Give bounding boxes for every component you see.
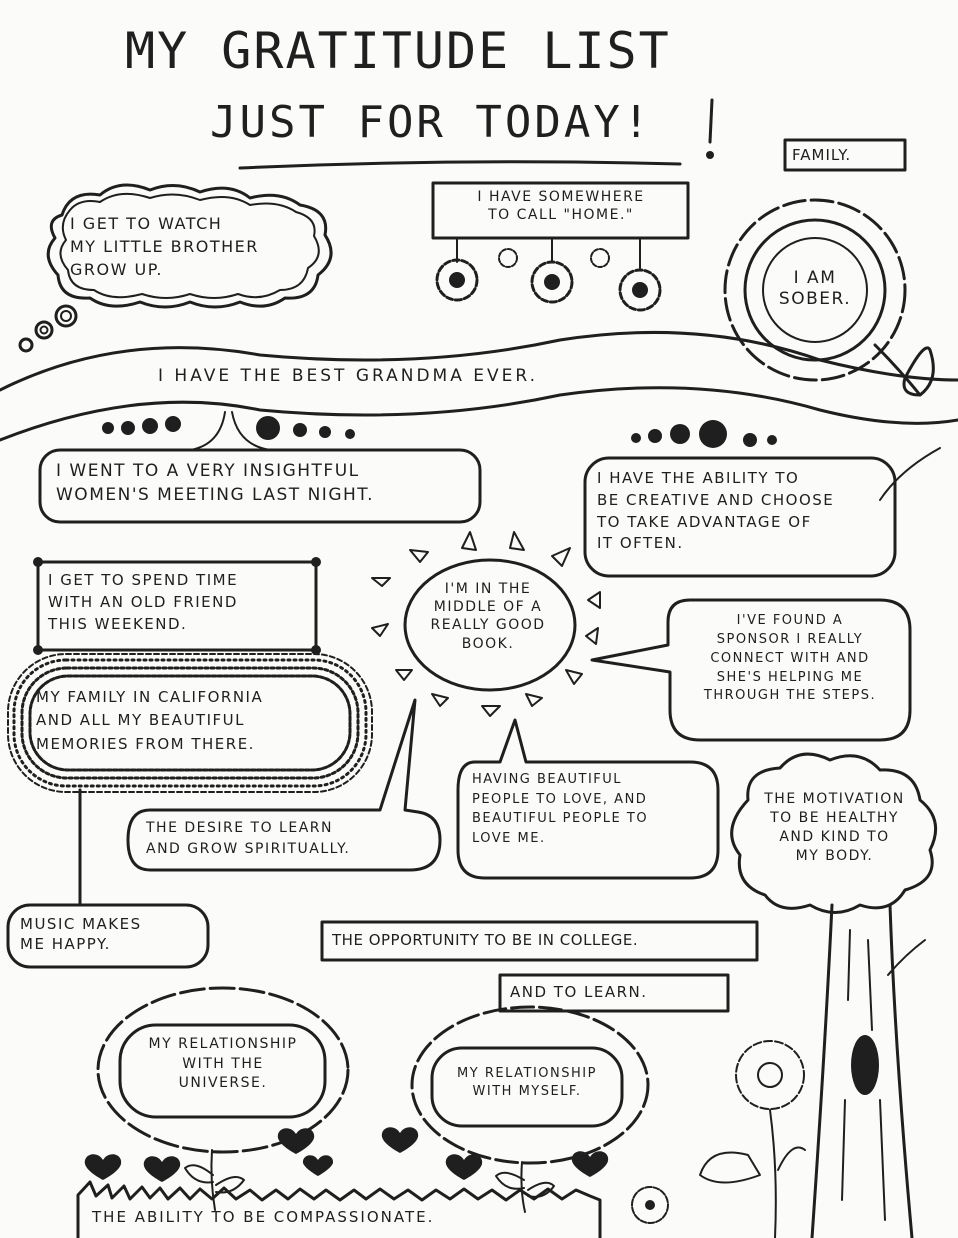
music-text: MUSIC MAKES ME HAPPY. xyxy=(20,915,142,954)
exclamation-stroke xyxy=(710,100,712,142)
hanging-flower-right xyxy=(620,270,660,310)
home-text: I HAVE SOMEWHERE TO CALL "HOME." xyxy=(477,189,645,223)
daisy-flower-icon xyxy=(632,1041,805,1238)
thought-bubble-large xyxy=(56,306,76,326)
family-label: FAMILY. xyxy=(792,146,852,164)
universe-flower xyxy=(98,988,348,1210)
hanging-flower-middle xyxy=(532,262,572,302)
hanging-flower-left xyxy=(437,260,477,300)
heart-icon xyxy=(382,1127,418,1153)
sponsor-text: I'VE FOUND A SPONSOR I REALLY CONNECT WITH AND SHE'S HELPING ME THROUGH THE STEPS. xyxy=(703,613,877,704)
sober-text: I AM SOBER. xyxy=(778,268,852,310)
page-title-line-1: MY GRATITUDE LIST xyxy=(125,22,671,80)
meeting-text: I WENT TO A VERY INSIGHTFUL WOMEN'S MEETING LAST NIGHT. xyxy=(56,461,375,505)
exclamation-dot xyxy=(706,151,714,159)
dot xyxy=(102,422,114,434)
ribbon-bottom xyxy=(0,388,958,440)
leaf-icon xyxy=(904,348,933,395)
motivation-text: THE MOTIVATION TO BE HEALTHY AND KIND TO MY BODY. xyxy=(764,791,905,864)
thought-bubble-small xyxy=(20,339,32,351)
spiritual-text: THE DESIRE TO LEARN AND GROW SPIRITUALLY. xyxy=(146,820,351,857)
heart-icon xyxy=(446,1154,482,1180)
compassion-text: THE ABILITY TO BE COMPASSIONATE. xyxy=(92,1208,435,1226)
myself-flower xyxy=(412,1007,648,1212)
friend-text: I GET TO SPEND TIME WITH AN OLD FRIEND THIS WEEKEND. xyxy=(48,571,239,633)
title-underline xyxy=(240,162,680,168)
heart-icon xyxy=(144,1156,180,1182)
brother-text: I GET TO WATCH MY LITTLE BROTHER GROW UP. xyxy=(70,214,259,280)
tree-knot-hole xyxy=(851,1035,879,1095)
thought-bubble-medium xyxy=(36,322,52,338)
college-text: THE OPPORTUNITY TO BE IN COLLEGE. xyxy=(332,931,639,949)
small-flower-icon xyxy=(499,249,517,267)
book-text: I'M IN THE MIDDLE OF A REALLY GOOD BOOK. xyxy=(430,581,546,652)
creative-text: I HAVE THE ABILITY TO BE CREATIVE AND CHOOSE TO TAKE ADVANTAGE OF IT OFTEN. xyxy=(597,469,835,553)
heart-icon xyxy=(278,1128,314,1154)
grandma-text: I HAVE THE BEST GRANDMA EVER. xyxy=(158,366,538,386)
small-flower-icon xyxy=(591,249,609,267)
universe-text: MY RELATIONSHIP WITH THE UNIVERSE. xyxy=(148,1036,298,1092)
myself-text: MY RELATIONSHIP WITH MYSELF. xyxy=(457,1066,597,1100)
california-text: MY FAMILY IN CALIFORNIA AND ALL MY BEAUTIFUL MEMORIES FROM THERE. xyxy=(36,688,264,753)
heart-icon xyxy=(85,1154,121,1180)
people-text: HAVING BEAUTIFUL PEOPLE TO LOVE, AND BEAUTIFUL PEOPLE TO LOVE ME. xyxy=(472,772,649,846)
heart-icon xyxy=(572,1151,608,1177)
learn-text: AND TO LEARN. xyxy=(510,983,648,1001)
heart-icon xyxy=(303,1155,333,1176)
page-title-line-2: JUST FOR TODAY! xyxy=(210,97,653,148)
